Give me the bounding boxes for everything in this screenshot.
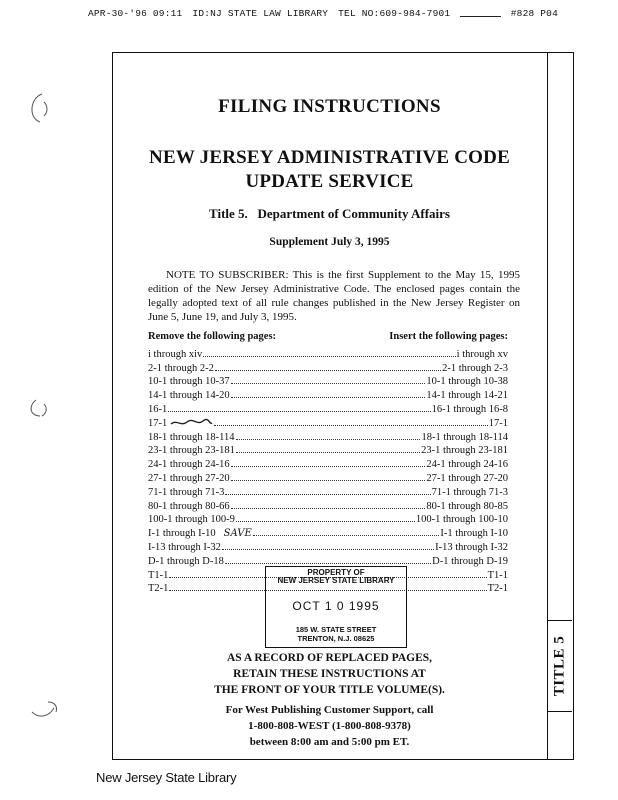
insert-pages: I-1 through I-10 bbox=[440, 528, 508, 540]
library-stamp bbox=[265, 566, 407, 648]
remove-pages: 16-1 bbox=[148, 403, 168, 415]
leader-dots bbox=[214, 425, 488, 426]
leader-dots bbox=[231, 397, 426, 398]
page-list-row bbox=[148, 553, 508, 567]
page-list-row bbox=[148, 443, 508, 457]
remove-pages: D-1 through D-18 bbox=[148, 555, 224, 567]
insert-pages: D-1 through D-19 bbox=[432, 555, 508, 567]
page-list-row bbox=[148, 512, 508, 526]
customer-support bbox=[112, 702, 547, 750]
remove-pages: 23-1 through 23-181 bbox=[148, 445, 235, 457]
remove-pages: 27-1 through 27-20 bbox=[148, 472, 230, 484]
insert-pages: 10-1 through 10-38 bbox=[426, 376, 508, 388]
hole-punch-mark-bottom bbox=[28, 698, 62, 722]
remove-pages: I-1 through I-10 bbox=[148, 528, 216, 540]
insert-pages: 27-1 through 27-20 bbox=[426, 472, 508, 484]
support-line-1: For West Publishing Customer Support, call bbox=[225, 704, 434, 716]
fax-rule bbox=[460, 8, 501, 17]
insert-pages: 24-1 through 24-16 bbox=[426, 459, 508, 471]
hole-punch-mark-top bbox=[24, 92, 52, 126]
leader-dots bbox=[231, 466, 426, 467]
remove-pages: i through xiv bbox=[148, 348, 203, 360]
insert-pages: 80-1 through 80-85 bbox=[426, 500, 508, 512]
support-line-3: between 8:00 am and 5:00 pm ET. bbox=[249, 736, 410, 748]
stamp-line-3: 185 W. STATE STREET bbox=[295, 625, 377, 634]
fax-date-time: APR-30-'96 09:11 bbox=[88, 8, 183, 19]
record-line-3: THE FRONT OF YOUR TITLE VOLUME(S). bbox=[214, 684, 445, 696]
remove-pages: I-13 through I-32 bbox=[148, 541, 221, 553]
record-line-2: RETAIN THESE INSTRUCTIONS AT bbox=[233, 668, 426, 680]
leader-dots bbox=[225, 494, 430, 495]
page-list-row bbox=[148, 470, 508, 484]
record-line-1: AS A RECORD OF REPLACED PAGES, bbox=[226, 652, 433, 664]
leader-dots bbox=[236, 439, 421, 440]
stamp-line-4: TRENTON, N.J. 08625 bbox=[297, 634, 375, 643]
remove-pages: 100-1 through 100-9 bbox=[148, 514, 235, 526]
page-list-row bbox=[148, 525, 508, 539]
page-list-row bbox=[148, 484, 508, 498]
page-list-row bbox=[148, 429, 508, 443]
leader-dots bbox=[215, 370, 441, 371]
page-title: FILING INSTRUCTIONS bbox=[218, 96, 441, 117]
remove-pages: 71-1 through 71-3 bbox=[148, 486, 225, 498]
handwritten-save-note: SAVE bbox=[223, 528, 252, 540]
leader-dots bbox=[231, 480, 426, 481]
fax-tel: TEL NO:609-984-7901 bbox=[338, 8, 451, 19]
insert-pages: 18-1 through 18-114 bbox=[421, 431, 508, 443]
support-line-2: 1-800-808-WEST (1-800-808-9378) bbox=[248, 720, 411, 732]
remove-pages: 2-1 through 2-2 bbox=[148, 362, 214, 374]
insert-pages: T2-1 bbox=[487, 583, 508, 595]
insert-pages: I-13 through I-32 bbox=[435, 541, 508, 553]
page-list-row bbox=[148, 415, 508, 429]
fax-sender-id: ID:NJ STATE LAW LIBRARY bbox=[192, 8, 329, 19]
remove-pages: T2-1 bbox=[148, 583, 169, 595]
stamp-line-1: PROPERTY OF bbox=[307, 568, 365, 577]
remove-pages: 10-1 through 10-37 bbox=[148, 376, 230, 388]
leader-dots bbox=[231, 508, 426, 509]
remove-column-header: Remove the following pages: bbox=[148, 331, 277, 342]
code-name-line-1: NEW JERSEY ADMINISTRATIVE CODE bbox=[149, 147, 510, 168]
remove-pages: 18-1 through 18-114 bbox=[148, 431, 235, 443]
insert-pages: 16-1 through 16-8 bbox=[431, 403, 508, 415]
remove-pages: 80-1 through 80-66 bbox=[148, 500, 230, 512]
insert-pages: i through xv bbox=[456, 348, 508, 360]
stamp-date: OCT 1 0 1995 bbox=[292, 599, 380, 613]
leader-dots bbox=[236, 521, 415, 522]
insert-pages: T1-1 bbox=[487, 569, 508, 581]
leader-dots bbox=[168, 411, 430, 412]
insert-pages: 2-1 through 2-3 bbox=[442, 362, 508, 374]
page-list-row bbox=[148, 498, 508, 512]
page-list-row bbox=[148, 360, 508, 374]
leader-dots bbox=[231, 383, 426, 384]
insert-column-header: Insert the following pages: bbox=[389, 331, 508, 342]
hole-punch-mark-middle bbox=[26, 396, 52, 422]
page-list-row bbox=[148, 401, 508, 415]
leader-dots bbox=[253, 535, 440, 536]
code-name bbox=[112, 146, 547, 194]
stamp-line-2: NEW JERSEY STATE LIBRARY bbox=[277, 576, 395, 585]
insert-pages: 100-1 through 100-10 bbox=[415, 514, 508, 526]
insert-pages: 23-1 through 23-181 bbox=[421, 445, 508, 457]
insert-pages: 14-1 through 14-21 bbox=[426, 390, 508, 402]
insert-pages: 71-1 through 71-3 bbox=[431, 486, 508, 498]
note-to-subscriber: NOTE TO SUBSCRIBER: This is the first Supplement to the May 15, 1995 edition of the New Jersey Administrative Code. The enclosed pages contain the legally adopted text of all rule changes published in the New Jersey Register on June 5, June 19, and July 3, 1995. bbox=[148, 269, 520, 323]
side-tab bbox=[547, 620, 572, 712]
record-instructions bbox=[112, 650, 547, 698]
fax-page: #828 P04 bbox=[510, 8, 558, 19]
leader-dots bbox=[225, 563, 431, 564]
side-tab-label: TITLE 5 bbox=[551, 635, 567, 697]
leader-dots bbox=[236, 452, 420, 453]
page-list-row bbox=[148, 374, 508, 388]
code-name-line-2: UPDATE SERVICE bbox=[245, 171, 414, 192]
page-list-row bbox=[148, 387, 508, 401]
fax-header bbox=[88, 8, 558, 19]
supplement-date: Supplement July 3, 1995 bbox=[269, 236, 390, 248]
remove-pages: 17-1 bbox=[148, 417, 168, 429]
page-list bbox=[148, 346, 508, 594]
page-list-row bbox=[148, 456, 508, 470]
library-footer: New Jersey State Library bbox=[96, 770, 237, 785]
remove-pages: 24-1 through 24-16 bbox=[148, 459, 230, 471]
remove-pages: T1-1 bbox=[148, 569, 169, 581]
title-department: Title 5. Department of Community Affairs bbox=[209, 206, 450, 221]
leader-dots bbox=[222, 549, 434, 550]
leader-dots bbox=[203, 356, 455, 357]
handwritten-scribble bbox=[169, 418, 213, 428]
page-list-row bbox=[148, 346, 508, 360]
insert-pages: 17-1 bbox=[488, 417, 508, 429]
page-list-row bbox=[148, 539, 508, 553]
remove-pages: 14-1 through 14-20 bbox=[148, 390, 230, 402]
